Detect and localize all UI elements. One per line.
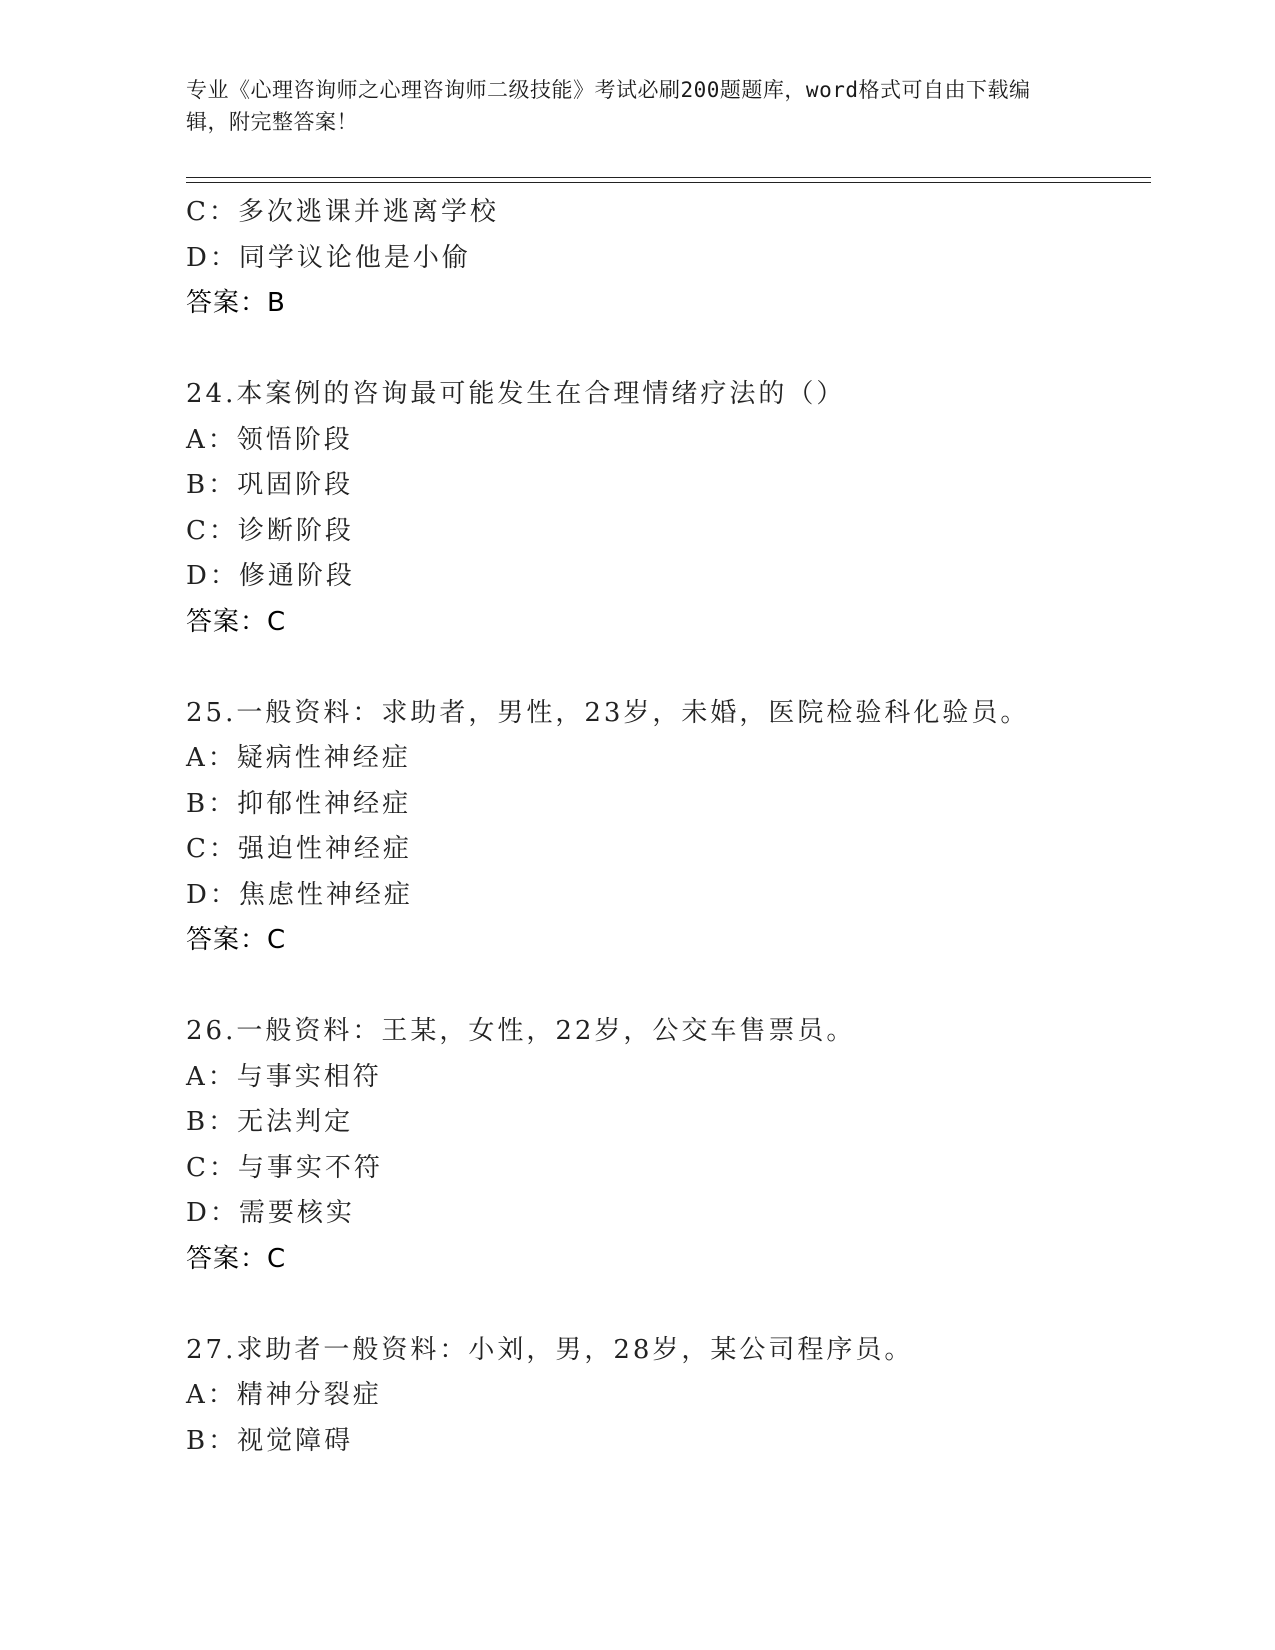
document-header: 专业《心理咨询师之心理咨询师二级技能》考试必刷200题题库，word格式可自由下载编辑，附完整答案！	[186, 78, 1031, 134]
option-b: B：巩固阶段	[186, 470, 354, 500]
question-block-26	[186, 1009, 1146, 1282]
question-block-prev	[186, 190, 1146, 327]
option-b: B：无法判定	[186, 1107, 354, 1137]
question-list	[186, 190, 1146, 1464]
option-c: C：强迫性神经症	[186, 834, 412, 864]
option-c: C：诊断阶段	[186, 515, 354, 546]
header-divider-top	[186, 177, 1151, 178]
option-a: A：领悟阶段	[186, 424, 353, 455]
option-d: D：同学议论他是小偷	[186, 242, 471, 273]
option-b: B：抑郁性神经症	[186, 788, 412, 819]
question-text: 27.求助者一般资料：小刘，男，28岁，某公司程序员。	[186, 1334, 914, 1365]
spacer	[186, 645, 1146, 691]
spacer	[186, 327, 1146, 373]
question-block-25	[186, 691, 1146, 964]
answer-line: 答案：C	[186, 1243, 287, 1274]
question-text: 24.本案例的咨询最可能发生在合理情绪疗法的（）	[186, 379, 846, 409]
option-c: C：与事实不符	[186, 1152, 383, 1183]
option-a: A：与事实相符	[186, 1061, 382, 1092]
option-d: D：焦虑性神经症	[186, 879, 413, 910]
option-b: B：视觉障碍	[186, 1425, 354, 1456]
option-c: C：多次逃课并逃离学校	[186, 197, 499, 227]
header-divider-bottom	[186, 182, 1151, 183]
question-text: 26.一般资料：王某，女性，22岁，公交车售票员。	[186, 1016, 856, 1046]
option-a: A：精神分裂症	[186, 1380, 382, 1410]
option-d: D：修通阶段	[186, 561, 355, 591]
option-d: D：需要核实	[186, 1198, 355, 1228]
answer-line: 答案：C	[186, 606, 287, 637]
spacer	[186, 964, 1146, 1010]
question-block-27	[186, 1328, 1146, 1465]
answer-line: 答案：C	[186, 925, 287, 955]
spacer	[186, 1282, 1146, 1328]
question-block-24	[186, 372, 1146, 645]
answer-line: 答案：B	[186, 288, 286, 318]
option-a: A：疑病性神经症	[186, 743, 411, 773]
question-text: 25.一般资料：求助者，男性，23岁，未婚，医院检验科化验员。	[186, 697, 1030, 728]
